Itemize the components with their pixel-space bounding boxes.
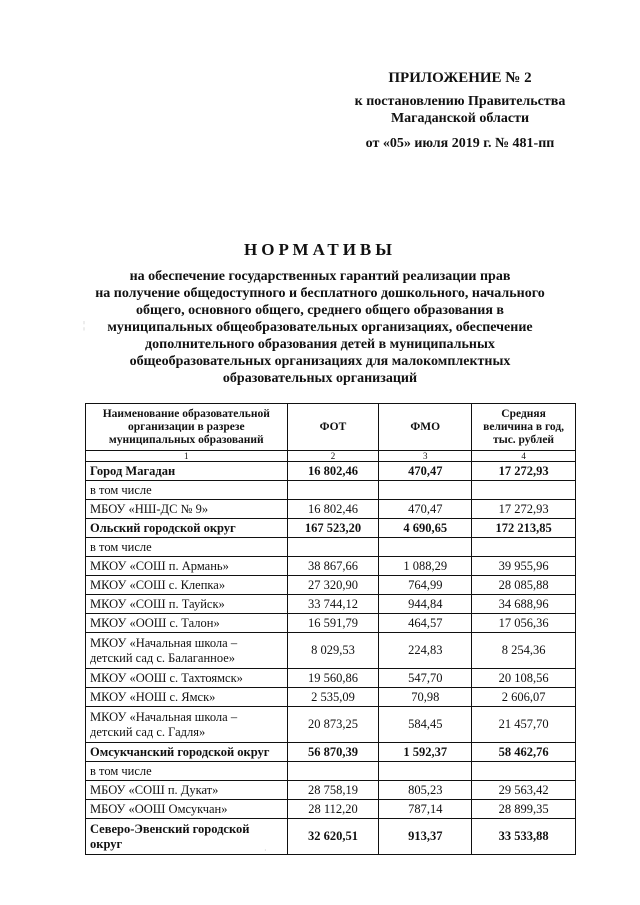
table-row [86, 669, 576, 688]
cell-average [472, 481, 576, 500]
cell-fmo: 470,47 [379, 500, 472, 519]
cell-fmo [379, 538, 472, 557]
appendix-title: ПРИЛОЖЕНИЕ № 2 [388, 70, 532, 86]
cell-fmo [379, 762, 472, 781]
cell-organization: МКОУ «СОШ с. Клепка» [86, 576, 288, 595]
table-row [86, 762, 576, 781]
cell-organization: в том числе [86, 481, 288, 500]
cell-fmo: 70,98 [379, 688, 472, 707]
cell-fmo: 805,23 [379, 781, 472, 800]
appendix-line-1: к постановлению Правительства [354, 94, 566, 109]
appendix-block [330, 70, 590, 152]
cell-average: 2 606,07 [472, 688, 576, 707]
cell-fot: 8 029,53 [287, 633, 379, 669]
table-row [86, 538, 576, 557]
cell-organization: в том числе [86, 538, 288, 557]
cell-fot: 38 867,66 [287, 557, 379, 576]
cell-average: 29 563,42 [472, 781, 576, 800]
cell-average [472, 762, 576, 781]
cell-average: 17 056,36 [472, 614, 576, 633]
cell-organization: МБОУ «ООШ Омсукчан» [86, 800, 288, 819]
table-header-row [86, 404, 576, 451]
cell-organization: МКОУ «Начальная школа – детский сад с. Балаганное» [86, 633, 288, 669]
cell-average: 39 955,96 [472, 557, 576, 576]
cell-fmo: 1 088,29 [379, 557, 472, 576]
cell-fot [287, 762, 379, 781]
table-row [86, 688, 576, 707]
appendix-line-2: Магаданской области [390, 111, 530, 126]
table-row [86, 781, 576, 800]
column-number: 1 [86, 451, 288, 462]
cell-fot: 16 591,79 [287, 614, 379, 633]
cell-average: 58 462,76 [472, 743, 576, 762]
heading-title: НОРМАТИВЫ [244, 240, 396, 259]
cell-organization: МБОУ «СОШ п. Дукат» [86, 781, 288, 800]
cell-fot: 56 870,39 [287, 743, 379, 762]
cell-fot: 2 535,09 [287, 688, 379, 707]
cell-fmo: 787,14 [379, 800, 472, 819]
table-row [86, 519, 576, 538]
column-number: 3 [379, 451, 472, 462]
cell-average: 17 272,93 [472, 462, 576, 481]
cell-average: 28 085,88 [472, 576, 576, 595]
cell-organization: в том числе [86, 762, 288, 781]
cell-fmo: 464,57 [379, 614, 472, 633]
cell-fot: 20 873,25 [287, 707, 379, 743]
heading-line: на обеспечение государственных гарантий реализации прав [129, 269, 511, 284]
cell-average: 8 254,36 [472, 633, 576, 669]
heading-line: общего, основного общего, среднего общего образования в [136, 303, 504, 318]
cell-fmo: 764,99 [379, 576, 472, 595]
cell-fmo: 584,45 [379, 707, 472, 743]
cell-fot [287, 538, 379, 557]
cell-fot: 16 802,46 [287, 462, 379, 481]
document-heading [60, 240, 580, 387]
table-row [86, 500, 576, 519]
cell-organization: МБОУ «НШ-ДС № 9» [86, 500, 288, 519]
cell-organization: Омсукчанский городской округ [86, 743, 288, 762]
heading-subtitle [60, 268, 580, 387]
heading-line: на получение общедоступного и бесплатного дошкольного, начального [95, 286, 545, 301]
norms-table [85, 403, 576, 855]
cell-fmo: 470,47 [379, 462, 472, 481]
cell-fot: 33 744,12 [287, 595, 379, 614]
cell-fot [287, 481, 379, 500]
cell-fmo: 913,37 [379, 819, 472, 855]
table-row [86, 557, 576, 576]
header-fmo: ФМО [379, 404, 472, 451]
cell-organization: МКОУ «НОШ с. Ямск» [86, 688, 288, 707]
table-row [86, 633, 576, 669]
cell-fmo: 224,83 [379, 633, 472, 669]
cell-fot: 28 112,20 [287, 800, 379, 819]
cell-fmo: 4 690,65 [379, 519, 472, 538]
cell-organization: МКОУ «Начальная школа – детский сад с. Гадля» [86, 707, 288, 743]
cell-average: 172 213,85 [472, 519, 576, 538]
cell-fot: 16 802,46 [287, 500, 379, 519]
cell-fmo: 547,70 [379, 669, 472, 688]
cell-fot: 167 523,20 [287, 519, 379, 538]
table-row [86, 743, 576, 762]
appendix-date: от «05» июля 2019 г. № 481-пп [365, 136, 555, 151]
cell-organization: Город Магадан [86, 462, 288, 481]
cell-organization: МКОУ «СОШ п. Тауйск» [86, 595, 288, 614]
cell-fot: 27 320,90 [287, 576, 379, 595]
cell-average [472, 538, 576, 557]
cell-average: 28 899,35 [472, 800, 576, 819]
table-row [86, 576, 576, 595]
cell-organization: Северо-Эвенский городской округ [86, 819, 288, 855]
cell-average: 20 108,56 [472, 669, 576, 688]
column-number: 4 [472, 451, 576, 462]
heading-line: муниципальных общеобразовательных организациях, обеспечение [107, 320, 533, 335]
column-number-row [86, 451, 576, 462]
cell-fmo: 944,84 [379, 595, 472, 614]
cell-average: 34 688,96 [472, 595, 576, 614]
margin-mark: ¦ [83, 320, 86, 331]
column-number: 2 [287, 451, 379, 462]
cell-average: 21 457,70 [472, 707, 576, 743]
header-average: Средняя величина в год, тыс. рублей [472, 404, 576, 451]
table-row [86, 819, 576, 855]
table-row [86, 707, 576, 743]
table-row [86, 481, 576, 500]
header-organization: Наименование образовательной организации в разрезе муниципальных образований [86, 404, 288, 451]
cell-average: 17 272,93 [472, 500, 576, 519]
cell-fot: 19 560,86 [287, 669, 379, 688]
cell-organization: МКОУ «ООШ с. Тахтоямск» [86, 669, 288, 688]
cell-organization: МКОУ «ООШ с. Талон» [86, 614, 288, 633]
cell-organization: Ольский городской округ [86, 519, 288, 538]
cell-fmo: 1 592,37 [379, 743, 472, 762]
table-row [86, 595, 576, 614]
cell-average: 33 533,88 [472, 819, 576, 855]
header-fot: ФОТ [287, 404, 379, 451]
page-speck: · [264, 846, 267, 855]
cell-organization: МКОУ «СОШ п. Армань» [86, 557, 288, 576]
heading-line: дополнительного образования детей в муниципальных [145, 337, 495, 352]
cell-fmo [379, 481, 472, 500]
cell-fot: 28 758,19 [287, 781, 379, 800]
heading-line: образовательных организаций [222, 371, 418, 386]
cell-fot: 32 620,51 [287, 819, 379, 855]
table-row [86, 800, 576, 819]
table-row [86, 614, 576, 633]
heading-line: общеобразовательных организациях для малокомплектных [129, 354, 511, 369]
table-row [86, 462, 576, 481]
